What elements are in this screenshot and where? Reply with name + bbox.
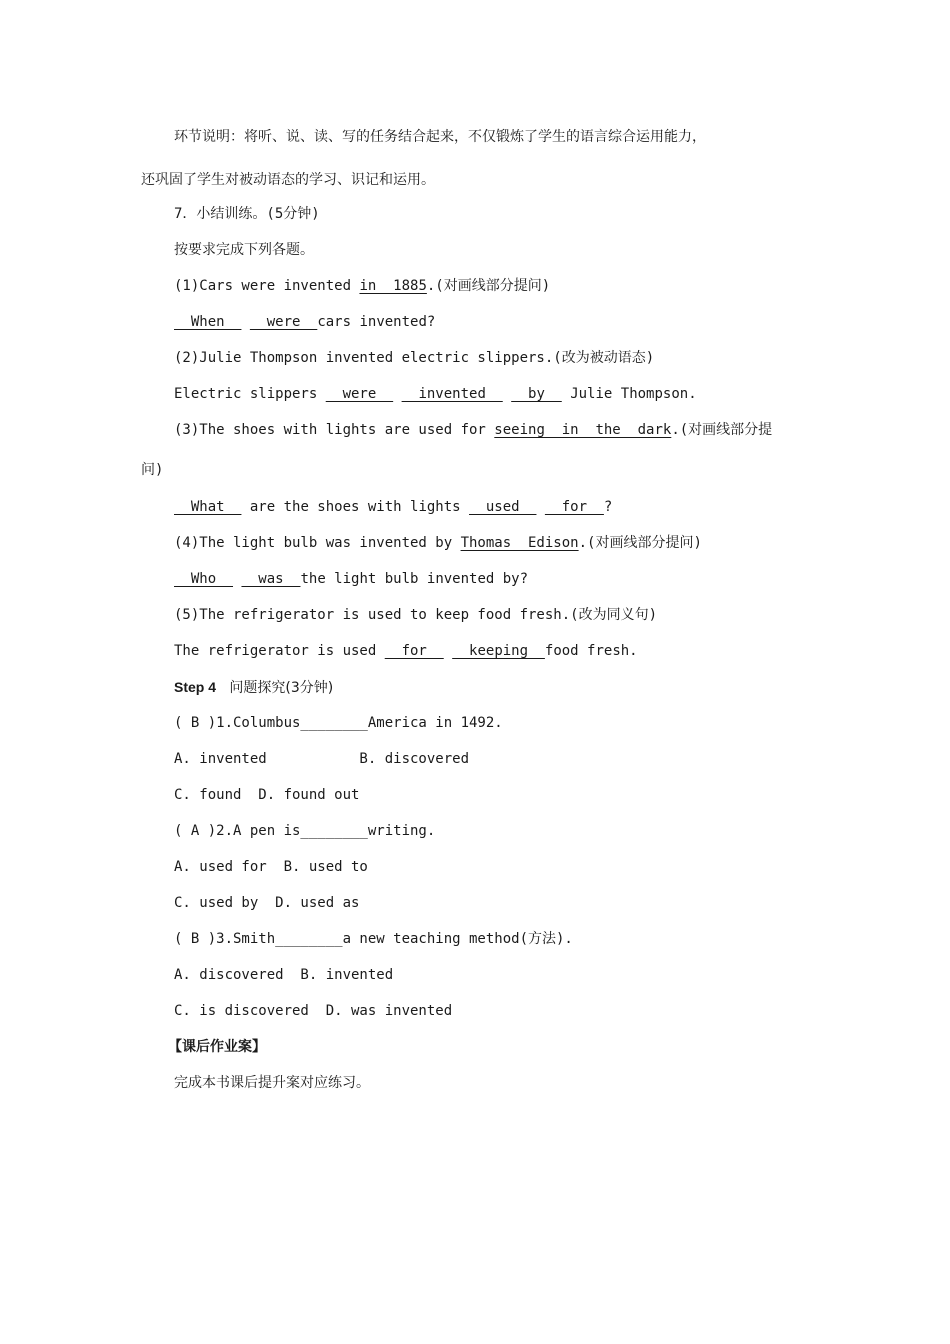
- answer-2: [174, 384, 697, 404]
- answer-2-prefix: Electric slippers: [174, 386, 326, 402]
- mc-question-1-options-c-d: C. found D. found out: [174, 787, 360, 803]
- question-1: [174, 276, 550, 296]
- answer-1-blank-1: When: [174, 314, 242, 330]
- mc-question-1-options-a-b: A. invented B. discovered: [174, 751, 470, 767]
- answer-5: [174, 641, 638, 661]
- question-1-underlined-part: in 1885: [359, 278, 427, 294]
- mc-question-3-options-a-b: A. discovered B. invented: [174, 967, 394, 983]
- question-5: (5)The refrigerator is used to keep food fresh.(改为同义句): [174, 607, 658, 623]
- homework-text: 完成本书课后提升案对应练习。: [174, 1075, 370, 1091]
- step-4-heading: [174, 677, 333, 698]
- answer-3-tail: ?: [603, 499, 613, 515]
- answer-3-blank-1: What: [174, 499, 242, 515]
- mc-question-2-stem: ( A )2.A pen is________writing.: [174, 823, 436, 839]
- answer-5-blank-1: for: [384, 643, 444, 659]
- answer-3-blank-3: for: [544, 499, 604, 515]
- answer-4-tail: the light bulb invented by?: [300, 571, 529, 587]
- answer-4-blank-1: Who: [174, 571, 234, 587]
- question-4-underlined-part: Thomas Edison: [460, 535, 579, 551]
- answer-5-tail: food fresh.: [544, 643, 638, 659]
- answer-3: [174, 497, 612, 517]
- step-4-title: 问题探究(3分钟): [229, 680, 334, 696]
- mc-question-2-options-c-d: C. used by D. used as: [174, 895, 360, 911]
- answer-3-blank-2: used: [469, 499, 537, 515]
- answer-1-tail: cars invented?: [317, 314, 436, 330]
- answer-5-blank-2: keeping: [452, 643, 545, 659]
- question-1-prefix: (1)Cars were invented: [174, 278, 360, 294]
- question-3-prefix: (3)The shoes with lights are used for: [174, 422, 495, 438]
- answer-5-prefix: The refrigerator is used: [174, 643, 385, 659]
- answer-1: [174, 312, 435, 332]
- question-4-prefix: (4)The light bulb was invented by: [174, 535, 461, 551]
- question-3-underlined-part: seeing in the dark: [494, 422, 672, 438]
- answer-2-blank-3: by: [511, 386, 562, 402]
- question-1-suffix: .(对画线部分提问): [426, 278, 551, 294]
- mc-question-2-options-a-b: A. used for B. used to: [174, 859, 368, 875]
- answer-2-blank-1: were: [325, 386, 394, 402]
- answer-2-tail: Julie Thompson.: [561, 386, 697, 402]
- homework-heading: 【课后作业案】: [168, 1039, 266, 1055]
- answer-2-blank-2: invented: [401, 386, 503, 402]
- question-2: (2)Julie Thompson invented electric slippers.(改为被动语态): [174, 350, 655, 366]
- step-4-label: Step 4: [174, 679, 217, 695]
- question-3-suffix: .(对画线部分提: [671, 422, 773, 438]
- answer-4-blank-2: was: [241, 571, 301, 587]
- question-3-wrap: 问): [141, 462, 164, 478]
- intro-line-1: 环节说明：将听、说、读、写的任务结合起来，不仅锻炼了学生的语言综合运用能力，: [174, 129, 706, 145]
- intro-line-2: 还巩固了学生对被动语态的学习、识记和运用。: [141, 172, 435, 188]
- section-7-heading: 7．小结训练。(5分钟): [174, 206, 320, 222]
- question-4: [174, 533, 702, 553]
- answer-1-blank-2: were: [249, 314, 318, 330]
- question-4-suffix: .(对画线部分提问): [578, 535, 702, 551]
- mc-question-3-options-c-d: C. is discovered D. was invented: [174, 1003, 453, 1019]
- question-3: [174, 420, 772, 440]
- mc-question-1-stem: ( B )1.Columbus________America in 1492.: [174, 715, 503, 731]
- answer-3-middle: are the shoes with lights: [241, 499, 470, 515]
- section-7-instruction: 按要求完成下列各题。: [174, 242, 314, 258]
- answer-4: [174, 569, 528, 589]
- mc-question-3-stem: ( B )3.Smith________a new teaching method(方法).: [174, 931, 573, 947]
